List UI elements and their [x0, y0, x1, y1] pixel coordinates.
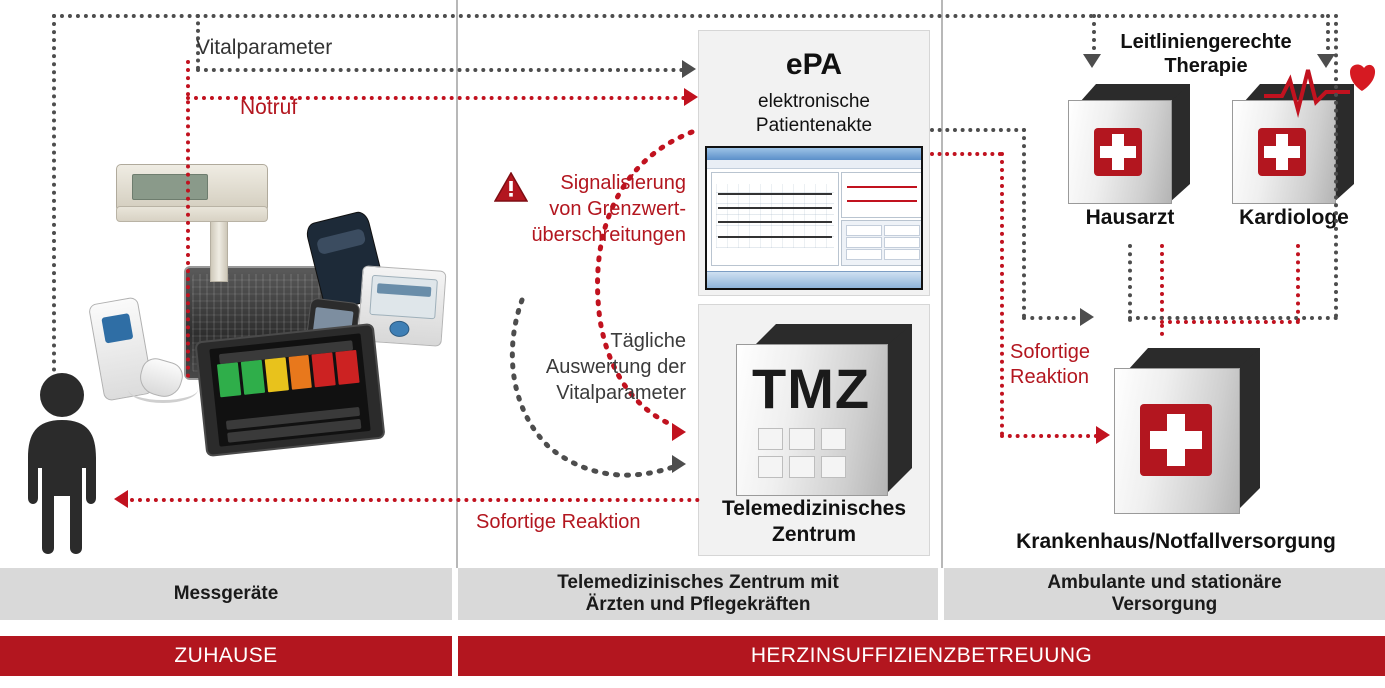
edge-kardiologe-down-red — [1296, 244, 1300, 322]
epa-window-titlebar — [707, 148, 921, 160]
edge-right-outer-v — [1334, 14, 1338, 318]
body-scale-screen — [132, 174, 208, 200]
medical-cross-icon — [1094, 128, 1142, 176]
edge-epa-doctors-v — [1022, 128, 1026, 318]
edge-vital-vertical-left — [52, 14, 56, 372]
kardiologe-label: Kardiologe — [1239, 206, 1349, 229]
epa-application-screenshot — [705, 146, 923, 290]
edge-vital-horizontal — [196, 68, 684, 72]
body-scale-base — [116, 206, 268, 222]
edge-label-leitliniengerechte: Leitliniengerechte Therapie — [1120, 31, 1292, 77]
column-separator-1 — [456, 0, 458, 568]
edge-hausarzt-down — [1128, 244, 1132, 322]
edge-label-vitalparameter: Vitalparameter — [196, 36, 333, 59]
epa-title: ePA — [785, 48, 843, 81]
edge-epa-to-care-h — [930, 152, 1002, 156]
bp-monitor-button — [389, 320, 410, 337]
edge-epa-to-care-v — [1000, 152, 1004, 436]
edge-doctors-arrowhead — [1080, 308, 1094, 326]
edge-care-to-hospital-h — [1000, 434, 1098, 438]
edge-label-signalisierung: Signalisierung von Grenzwert- überschreitungen — [531, 172, 686, 246]
krankenhaus-label: Krankenhaus/Notfallversorgung — [1016, 530, 1336, 553]
edge-label-notruf: Notruf — [240, 96, 298, 119]
edge-leitlinien-kardiologe-arrowhead — [1317, 54, 1335, 68]
edge-notruf-riser — [186, 60, 190, 378]
edge-doctors-rail-red — [1160, 320, 1300, 324]
epa-subtitle: elektronische Patientenakte — [755, 91, 873, 136]
oximeter-screen — [101, 313, 133, 343]
edge-hospital-arrowhead — [1096, 426, 1110, 444]
edge-label-sofortige-rechts: Sofortige Reaktion — [1010, 341, 1091, 388]
tablet-device — [194, 323, 385, 457]
zone-label-versorgung: Ambulante und stationäre Versorgung — [944, 568, 1385, 620]
zone-label-messgeraete: Messgeräte — [0, 568, 452, 620]
krankenhaus-building-icon — [1114, 348, 1260, 512]
tmz-windows — [758, 428, 846, 478]
epa-ecg-grid — [716, 184, 834, 248]
epa-window-toolbar — [707, 160, 921, 169]
edge-sofort-left-line — [130, 498, 700, 502]
epa-data-table — [841, 220, 923, 266]
footer-herzinsuffizienzbetreuung: HERZINSUFFIZIENZBETREUUNG — [458, 636, 1385, 676]
edge-doctors-rail-grey — [1128, 316, 1338, 320]
zone-label-tmz: Telemedizinisches Zentrum mit Ärzten und Pflegekräften — [458, 568, 938, 620]
edge-label-taegliche: Tägliche Auswertung der Vitalparameter — [545, 330, 686, 404]
edge-leitlinien-kardiologe-v — [1326, 14, 1330, 58]
measurement-devices-photo — [88, 150, 438, 410]
edge-notruf-arrowhead — [684, 88, 698, 106]
tmz-label: Telemedizinisches Zentrum — [721, 497, 907, 547]
medical-cross-icon — [1140, 404, 1212, 476]
edge-label-sofortige-links: Sofortige Reaktion — [476, 511, 641, 533]
hausarzt-label: Hausarzt — [1085, 206, 1175, 229]
epa-trend-pane — [841, 172, 923, 218]
epa-window-statusbar — [707, 271, 921, 288]
hausarzt-building-icon — [1068, 84, 1190, 202]
edge-taegliche-arrowhead — [672, 455, 686, 473]
edge-epa-doctors-h — [930, 128, 1026, 132]
bp-monitor-screen — [369, 275, 438, 320]
edge-sofort-left-arrowhead — [114, 490, 128, 508]
edge-top-rail — [52, 14, 1326, 18]
edge-leitlinien-hausarzt-v — [1092, 14, 1096, 58]
tablet-screen — [209, 333, 370, 446]
epa-chart-pane — [711, 172, 839, 266]
column-separator-2 — [941, 0, 943, 568]
edge-doctors-in-h — [1022, 316, 1084, 320]
medical-cross-icon — [1258, 128, 1306, 176]
footer-zuhause: ZUHAUSE — [0, 636, 452, 676]
edge-vital-arrowhead — [682, 60, 696, 78]
tmz-building-icon: TMZ — [736, 324, 912, 494]
